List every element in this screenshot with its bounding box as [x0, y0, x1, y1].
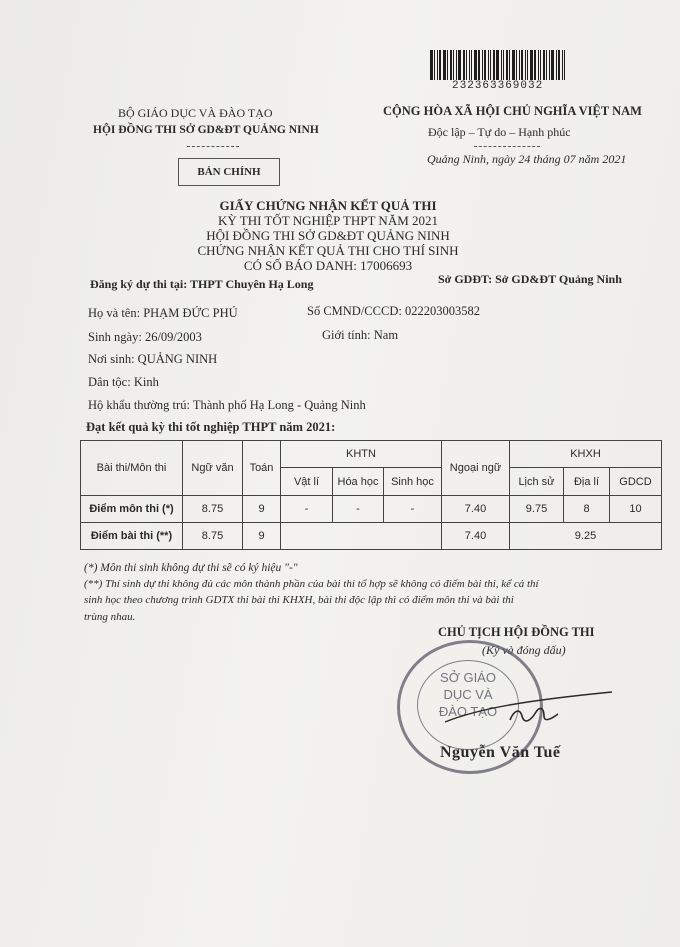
barcode-bar [458, 50, 461, 80]
score-physics: - [281, 496, 333, 523]
note-combined-line2: sinh học theo chương trình GDTX thi bài thi KHXH, bài thi độc lập thì có điểm môn thi và bài thi [84, 594, 514, 606]
barcode-bar [456, 50, 457, 80]
barcode-bar [506, 50, 508, 80]
barcode-bar [503, 50, 504, 80]
barcode-bar [488, 50, 489, 80]
barcode-bar [437, 50, 438, 80]
barcode-bar [482, 50, 483, 80]
barcode-bar [549, 50, 550, 80]
exam-council: HỘI ĐỒNG THI SỞ GD&ĐT QUẢNG NINH [206, 228, 450, 243]
barcode-bar [512, 50, 515, 80]
signer-name: Nguyễn Văn Tuế [440, 744, 561, 761]
header-geography: Địa lí [564, 468, 610, 496]
right-header-divider [474, 146, 540, 147]
note-absent: (*) Môn thi sinh không dự thi sẽ có ký hiệu "-" [84, 562, 298, 574]
student-ethnicity: Dân tộc: Kinh [88, 375, 159, 389]
barcode-bar [501, 50, 502, 80]
barcode-bar [540, 50, 541, 80]
student-dob: Sinh ngày: 26/09/2003 [88, 330, 202, 344]
candidate-number: CÓ SỐ BÁO DANH: 17006693 [243, 258, 413, 273]
national-motto: Độc lập – Tự do – Hạnh phúc [428, 125, 571, 139]
barcode-bar [453, 50, 454, 80]
exam-score-khtn [281, 523, 442, 550]
barcode-bar [466, 50, 467, 80]
header-literature: Ngữ văn [183, 441, 243, 496]
header-khtn: KHTN [281, 441, 442, 468]
barcode-bar [538, 50, 539, 80]
council-name: HỘI ĐỒNG THI SỞ GD&ĐT QUẢNG NINH [93, 124, 319, 136]
barcode-bar [450, 50, 452, 80]
barcode-bar [525, 50, 526, 80]
barcode-bar [496, 50, 499, 80]
barcode-bar [490, 50, 491, 80]
score-literature: 8.75 [183, 496, 243, 523]
student-residence: Hộ khẩu thường trú: Thành phố Hạ Long - Quảng Ninh [88, 398, 366, 412]
note-combined-line3: trùng nhau. [84, 611, 136, 623]
barcode-bar [439, 50, 441, 80]
score-math: 9 [243, 496, 281, 523]
table-row-subject-scores [81, 496, 662, 523]
score-history: 9.75 [510, 496, 564, 523]
barcode-bar [447, 50, 448, 80]
barcode-bar [443, 50, 446, 80]
row-label: Điểm môn thi (*) [81, 496, 183, 523]
note-combined-line1: (**) Thí sinh dự thi không đủ các môn thành phần của bài thi tổ hợp sẽ không có điểm bài thi, kể cả thí [84, 578, 539, 590]
exam-score-khxh: 9.25 [510, 523, 662, 550]
barcode-bar [474, 50, 477, 80]
barcode-bar [551, 50, 554, 80]
barcode-bar [564, 50, 565, 80]
results-heading: Đạt kết quả kỳ thi tốt nghiệp THPT năm 2021: [86, 420, 336, 434]
header-physics: Vật lí [281, 468, 333, 496]
barcode-number: 232363369032 [452, 80, 544, 92]
score-foreign-language: 7.40 [442, 496, 510, 523]
barcode-bar [543, 50, 545, 80]
certification-line: CHỨNG NHẬN KẾT QUẢ THI CHO THÍ SINH [197, 243, 459, 258]
signer-role: CHỦ TỊCH HỘI ĐỒNG THI [438, 625, 595, 639]
score-chemistry: - [333, 496, 384, 523]
header-subject: Bài thi/Môn thi [81, 441, 183, 496]
barcode [430, 50, 602, 80]
exam-score-foreign-language: 7.40 [442, 523, 510, 550]
exam-score-math: 9 [243, 523, 281, 550]
score-geography: 8 [564, 496, 610, 523]
barcode-bar [562, 50, 563, 80]
barcode-bar [519, 50, 520, 80]
header-khxh: KHXH [510, 441, 662, 468]
score-civics: 10 [610, 496, 662, 523]
barcode-bar [516, 50, 517, 80]
header-history: Lịch sử [510, 468, 564, 496]
barcode-bar [509, 50, 510, 80]
seal-text: SỞ GIÁO DỤC VÀ ĐÀO TẠO [438, 670, 498, 719]
student-gender: Giới tính: Nam [322, 328, 399, 342]
table-row-exam-scores [81, 523, 662, 550]
barcode-bar [534, 50, 536, 80]
results-table [80, 440, 662, 550]
registration-department: Sở GDĐT: Sở GD&ĐT Quảng Ninh [438, 272, 622, 286]
barcode-bar [527, 50, 528, 80]
republic-name: CỘNG HÒA XÃ HỘI CHỦ NGHĨA VIỆT NAM [383, 104, 642, 118]
certificate-title: GIẤY CHỨNG NHẬN KẾT QUẢ THI [219, 198, 437, 213]
row-label: Điểm bài thi (**) [81, 523, 183, 550]
barcode-bar [478, 50, 480, 80]
header-math: Toán [243, 441, 281, 496]
header-chemistry: Hóa học [333, 468, 384, 496]
left-header-divider [187, 146, 239, 147]
exam-name: KỲ THI TỐT NGHIỆP THPT NĂM 2021 [217, 213, 439, 228]
signature-scribble [440, 686, 620, 734]
place-date: Quảng Ninh, ngày 24 tháng 07 năm 2021 [427, 152, 627, 166]
barcode-bar [430, 50, 433, 80]
barcode-bar [546, 50, 547, 80]
student-birthplace: Nơi sinh: QUẢNG NINH [88, 352, 218, 366]
barcode-bar [558, 50, 560, 80]
barcode-bar [469, 50, 470, 80]
student-name: Họ và tên: PHẠM ĐỨC PHÚ [88, 306, 238, 320]
barcode-bar [471, 50, 472, 80]
ministry-name: BỘ GIÁO DỤC VÀ ĐÀO TẠO [118, 106, 273, 120]
barcode-bar [521, 50, 523, 80]
barcode-bar [434, 50, 435, 80]
barcode-bar [493, 50, 495, 80]
barcode-bar [463, 50, 465, 80]
header-foreign-language: Ngoại ngữ [442, 441, 510, 496]
sign-instruction: (Ký và đóng dấu) [482, 643, 566, 657]
original-copy-label: BẢN CHÍNH [178, 158, 280, 186]
score-biology: - [384, 496, 442, 523]
barcode-bar [530, 50, 533, 80]
header-biology: Sinh học [384, 468, 442, 496]
barcode-bar [484, 50, 486, 80]
barcode-bar [556, 50, 557, 80]
registration-school: Đăng ký dự thi tại: THPT Chuyên Hạ Long [90, 277, 314, 291]
student-id-number: Số CMND/CCCD: 022203003582 [307, 304, 480, 318]
exam-score-literature: 8.75 [183, 523, 243, 550]
header-civics: GDCD [610, 468, 662, 496]
